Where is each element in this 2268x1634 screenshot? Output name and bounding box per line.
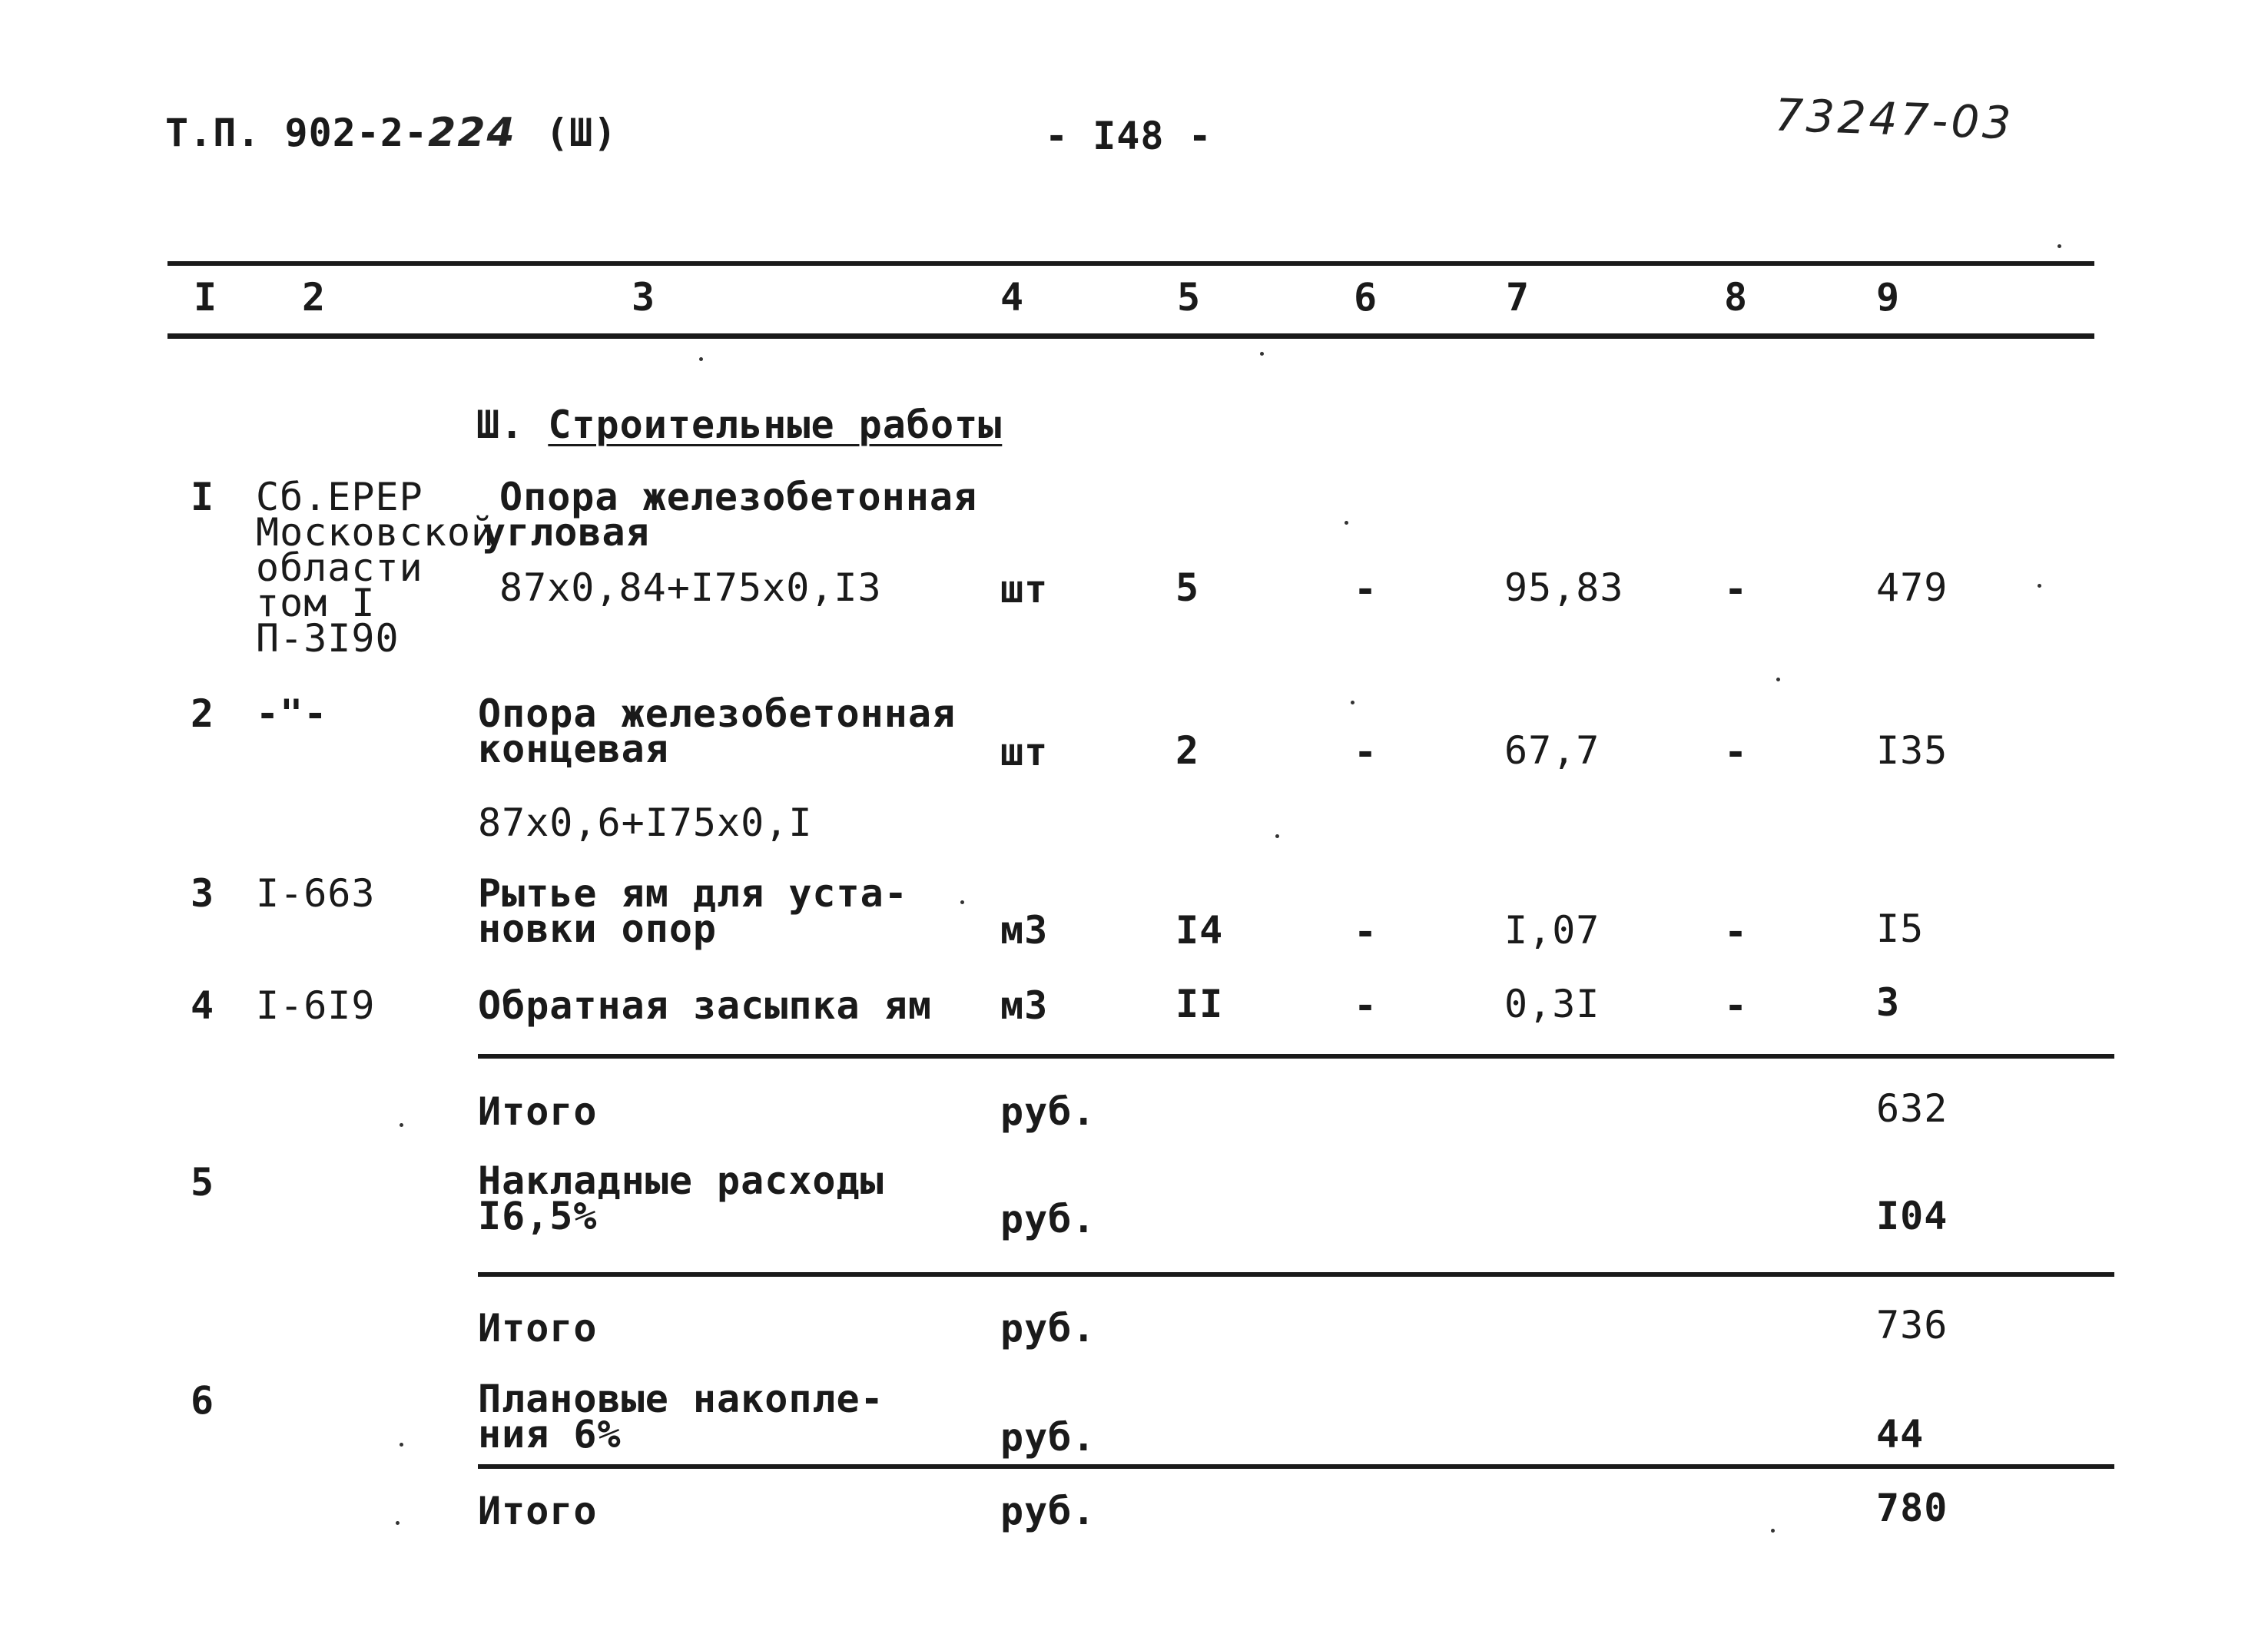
scan-speck — [2038, 584, 2041, 588]
column-header: 6 — [1354, 275, 1378, 320]
row-unit: шт — [1000, 730, 1049, 774]
row-total: 44 — [1876, 1412, 1925, 1457]
section-title-prefix: Ш. — [476, 403, 525, 447]
scan-speck — [2057, 244, 2061, 248]
document-code-handwritten: 224 — [428, 110, 516, 156]
subtotal-unit: руб. — [1000, 1306, 1096, 1351]
subtotal-rule — [478, 1054, 2114, 1059]
row-quantity: 5 — [1175, 565, 1200, 610]
subtotal-label: Итого — [478, 1089, 598, 1134]
row-code: I-663 — [256, 871, 376, 916]
column-header: 8 — [1724, 275, 1749, 320]
column-header: 5 — [1177, 275, 1202, 320]
row-unit: руб. — [1000, 1197, 1096, 1241]
scan-speck — [1351, 701, 1354, 704]
column-header: 2 — [302, 275, 327, 320]
row-name: Обратная засыпка ям — [478, 983, 932, 1028]
scan-speck — [1275, 834, 1279, 838]
row-price: 95,83 — [1504, 565, 1624, 610]
scan-speck — [1776, 678, 1780, 681]
column-header: I — [194, 275, 218, 320]
row-name: Плановые накопле- ния 6% — [478, 1377, 884, 1457]
section-title — [476, 403, 1003, 447]
row-number: I — [191, 475, 215, 519]
row-formula: 87х0,84+I75х0,I3 — [499, 565, 882, 610]
table-top-rule — [167, 261, 2094, 266]
archive-number: 73247-03 — [1773, 88, 2015, 150]
subtotal-total: 736 — [1876, 1303, 1948, 1347]
page-number: - I48 - — [1045, 114, 1212, 158]
subtotal-total: 780 — [1876, 1486, 1948, 1530]
row-price: I,07 — [1504, 908, 1600, 953]
row-col8: - — [1724, 983, 1749, 1028]
row-price: 67,7 — [1504, 728, 1600, 773]
row-total: I5 — [1876, 906, 1925, 951]
subtotal-rule — [478, 1272, 2114, 1277]
table-header-bottom-rule — [167, 333, 2094, 339]
row-col8: - — [1724, 910, 1749, 954]
subtotal-label: Итого — [478, 1489, 598, 1533]
scan-speck — [699, 357, 703, 361]
row-number: 2 — [191, 691, 215, 736]
row-price: 0,3I — [1504, 982, 1600, 1026]
scan-speck — [1771, 1529, 1775, 1533]
row-quantity: 2 — [1175, 728, 1200, 773]
row-col8: - — [1724, 730, 1749, 774]
row-total: I04 — [1876, 1194, 1948, 1238]
row-code: I-6I9 — [256, 983, 376, 1028]
section-mark: (Ш) — [545, 111, 618, 155]
subtotal-rule — [478, 1464, 2114, 1469]
row-col6: - — [1354, 910, 1378, 954]
scan-speck — [1260, 352, 1264, 356]
row-name: Опора железобетонная концевая — [478, 691, 957, 771]
subtotal-unit: руб. — [1000, 1489, 1096, 1533]
scan-speck — [396, 1521, 400, 1525]
scan-speck — [400, 1123, 403, 1127]
row-number: 6 — [191, 1378, 215, 1423]
column-header: 4 — [1000, 275, 1025, 320]
row-number: 4 — [191, 983, 215, 1028]
scan-speck — [400, 1443, 403, 1447]
row-number: 3 — [191, 871, 215, 916]
row-code: -"- — [256, 691, 328, 736]
document-code-prefix: Т.П. 902-2- — [165, 111, 429, 155]
row-total: 3 — [1876, 980, 1901, 1025]
row-name: Рытье ям для уста- новки опор — [478, 871, 908, 951]
row-unit: м3 — [1000, 908, 1049, 953]
row-total: 479 — [1876, 565, 1948, 610]
row-col6: - — [1354, 983, 1378, 1028]
column-header: 9 — [1876, 275, 1901, 320]
column-header: 7 — [1506, 275, 1530, 320]
row-name: Опора железобетонная угловая — [482, 475, 978, 555]
row-col6: - — [1354, 730, 1378, 774]
row-quantity: II — [1175, 982, 1224, 1026]
row-formula: 87х0,6+I75х0,I — [478, 800, 813, 845]
row-number: 5 — [191, 1160, 215, 1205]
scan-speck — [960, 900, 964, 904]
row-unit: шт — [1000, 567, 1049, 612]
row-unit: м3 — [1000, 983, 1049, 1028]
subtotal-total: 632 — [1876, 1086, 1948, 1131]
row-col6: - — [1354, 567, 1378, 612]
row-unit: руб. — [1000, 1415, 1096, 1460]
row-name: Накладные расходы I6,5% — [478, 1158, 884, 1238]
row-col8: - — [1724, 567, 1749, 612]
subtotal-label: Итого — [478, 1306, 598, 1351]
subtotal-unit: руб. — [1000, 1089, 1096, 1134]
column-header: 3 — [632, 275, 656, 320]
section-title-text: Строительные работы — [548, 403, 1003, 447]
row-code: Сб.ЕРЕР Московской области том I П-3I90 — [256, 475, 496, 661]
scan-speck — [1345, 521, 1348, 525]
row-total: I35 — [1876, 728, 1948, 773]
row-quantity: I4 — [1175, 908, 1224, 953]
document-code — [165, 110, 516, 156]
